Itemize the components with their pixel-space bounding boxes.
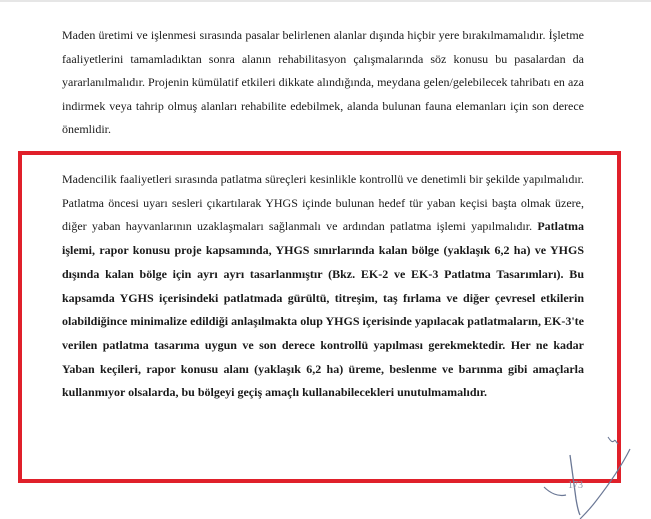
paragraph-mining-waste: Maden üretimi ve işlenmesi sırasında pasalar belirlenen alanlar dışında hiçbir yere bırakılmamalıdır. İşletme faaliyetlerini tamamladıktan sonra alanın rehabilitasyon çalışmalarında söz konusu bu pasalardan da yararlanılmalıdır. Projenin kümülatif etkileri dikkate alındığında, meydana gelen/gelebilecek tahribatı en aza indirmek veya tahrip olmuş alanları rehabilite edebilmek, alanda bulunan fauna elemanları için son derece önemlidir.: [62, 28, 584, 136]
signature-mark: [530, 435, 640, 519]
paragraph-blasting: [62, 168, 584, 405]
paragraph-blasting-normal: Madencilik faaliyetleri sırasında patlatma süreçleri kesinlikle kontrollü ve denetimli bir şekilde yapılmalıdır. Patlatma öncesi uyarı sesleri çıkartılarak YHGS içinde bulunan hedef tür yaban keçisi başta olmak üzere, diğer yaban hayvanlarının uzaklaşmaları sağlanmalı ve ardından patlatma işlemi yapılmalıdır.: [62, 172, 584, 234]
paragraph-blasting-bold: Patlatma işlemi, rapor konusu proje kapsamında, YHGS sınırlarında kalan bölge (yaklaşık 6,2 ha) ve YHGS dışında kalan bölge için ayrı ayrı tasarlanmıştır (Bkz. EK-2 ve EK-3 Patlatma Tasarımları). Bu kapsamda YGHS içerisindeki patlatmada gürültü, titreşim, taş fırlama ve diğer çevresel etkilerin olabildiğince minimalize edildiği anlaşılmakta olup YHGS içerisinde yapılacak patlatmaların, EK-3'te verilen patlatma tasarıma uygun ve son derece kontrollü yapılması gerekmektedir. Her ne kadar Yaban keçileri, rapor konusu alanı (yaklaşık 6,2 ha) üreme, beslenme ve barınma gibi amaçlarla kullanmıyor olsalarda, bu bölgeyi geçiş amaçlı kullanabilecekleri unutulmamalıdır.: [62, 219, 584, 400]
top-rule: [0, 0, 651, 2]
page-number: 173: [568, 480, 583, 491]
